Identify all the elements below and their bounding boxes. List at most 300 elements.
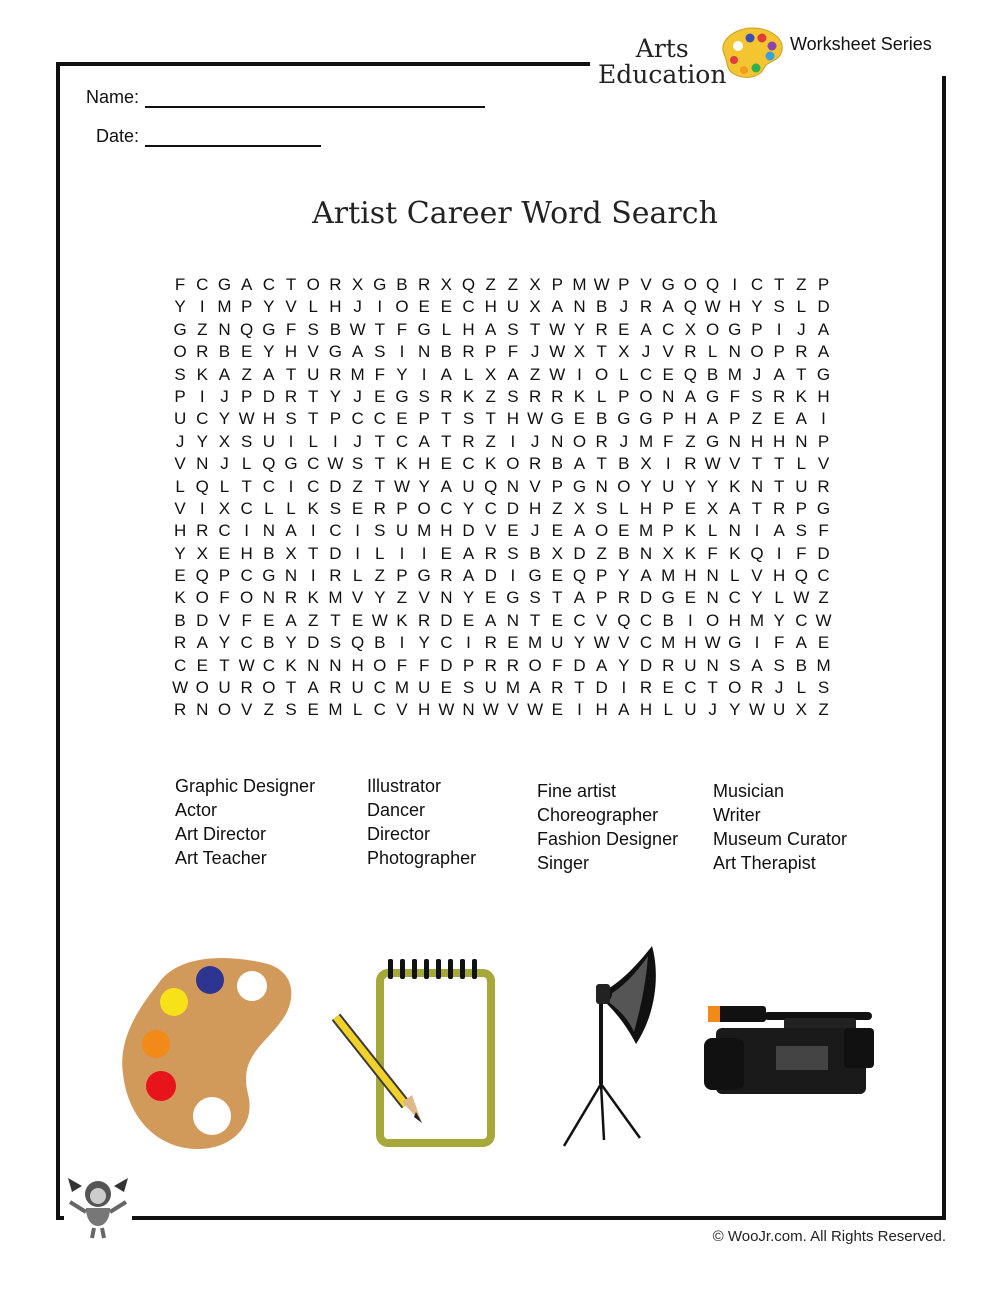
grid-letter[interactable]: Y <box>640 476 652 496</box>
grid-letter[interactable]: K <box>307 588 319 608</box>
grid-letter[interactable]: O <box>306 275 320 294</box>
grid-letter[interactable]: D <box>440 655 453 675</box>
grid-letter[interactable]: R <box>373 498 386 518</box>
grid-letter[interactable]: P <box>485 342 497 362</box>
grid-letter[interactable]: A <box>684 386 697 406</box>
grid-letter[interactable]: D <box>573 655 586 675</box>
grid-letter[interactable]: P <box>551 275 563 294</box>
grid-letter[interactable]: H <box>528 498 542 518</box>
grid-letter[interactable]: W <box>238 655 255 675</box>
grid-letter[interactable]: N <box>795 431 808 451</box>
grid-letter[interactable]: N <box>728 342 741 362</box>
grid-letter[interactable]: E <box>440 297 453 317</box>
grid-letter[interactable]: O <box>195 678 209 698</box>
grid-letter[interactable]: E <box>196 655 208 675</box>
grid-letter[interactable]: B <box>263 543 275 563</box>
grid-letter[interactable]: C <box>462 454 475 474</box>
grid-letter[interactable]: V <box>618 633 630 653</box>
grid-letter[interactable]: W <box>704 633 721 653</box>
grid-letter[interactable]: C <box>639 633 653 653</box>
grid-letter[interactable]: D <box>262 386 275 406</box>
grid-letter[interactable]: R <box>639 297 653 317</box>
grid-letter[interactable]: R <box>528 386 542 406</box>
grid-letter[interactable]: I <box>199 498 205 518</box>
grid-letter[interactable]: V <box>817 454 830 474</box>
grid-letter[interactable]: Z <box>507 275 519 294</box>
grid-letter[interactable]: O <box>173 342 187 362</box>
grid-letter[interactable]: A <box>573 454 586 474</box>
grid-letter[interactable]: R <box>329 364 342 384</box>
grid-letter[interactable]: A <box>573 521 586 541</box>
grid-letter[interactable]: P <box>174 386 186 406</box>
grid-letter[interactable]: B <box>329 319 342 339</box>
grid-letter[interactable]: O <box>417 498 431 518</box>
grid-letter[interactable]: V <box>595 610 608 630</box>
grid-letter[interactable]: N <box>196 700 209 720</box>
grid-letter[interactable]: A <box>529 678 541 698</box>
grid-letter[interactable]: N <box>573 297 586 317</box>
grid-letter[interactable]: Y <box>218 633 231 653</box>
grid-letter[interactable]: L <box>619 498 629 518</box>
grid-letter[interactable]: C <box>750 275 764 294</box>
grid-letter[interactable]: A <box>817 342 830 362</box>
grid-letter[interactable]: I <box>244 521 250 541</box>
grid-letter[interactable]: I <box>577 364 582 384</box>
grid-letter[interactable]: S <box>329 498 342 518</box>
grid-letter[interactable]: Q <box>572 566 587 586</box>
grid-letter[interactable]: E <box>396 409 408 429</box>
grid-letter[interactable]: J <box>774 678 784 698</box>
grid-letter[interactable]: X <box>485 364 497 384</box>
grid-letter[interactable]: M <box>394 678 410 698</box>
grid-letter[interactable]: U <box>262 431 275 451</box>
grid-letter[interactable]: F <box>729 386 740 406</box>
grid-letter[interactable]: A <box>618 700 630 720</box>
grid-letter[interactable]: F <box>396 655 408 675</box>
grid-letter[interactable]: R <box>284 588 298 608</box>
grid-letter[interactable]: Z <box>796 275 807 294</box>
grid-letter[interactable]: L <box>219 476 230 496</box>
grid-letter[interactable]: M <box>727 364 742 384</box>
grid-letter[interactable]: L <box>441 319 452 339</box>
grid-letter[interactable]: L <box>375 543 385 563</box>
grid-letter[interactable]: D <box>639 655 653 675</box>
grid-letter[interactable]: M <box>328 588 343 608</box>
grid-letter[interactable]: P <box>462 655 475 675</box>
grid-letter[interactable]: N <box>551 431 564 451</box>
grid-letter[interactable]: K <box>684 521 697 541</box>
grid-letter[interactable]: N <box>284 566 298 586</box>
grid-letter[interactable]: G <box>728 633 742 653</box>
grid-letter[interactable]: X <box>529 275 541 294</box>
grid-letter[interactable]: R <box>506 655 520 675</box>
grid-letter[interactable]: Y <box>218 409 231 429</box>
grid-letter[interactable]: G <box>705 431 720 451</box>
grid-letter[interactable]: G <box>661 275 675 294</box>
grid-letter[interactable]: I <box>621 678 627 698</box>
grid-letter[interactable]: A <box>773 521 785 541</box>
grid-letter[interactable]: A <box>795 633 808 653</box>
grid-letter[interactable]: C <box>240 633 253 653</box>
grid-letter[interactable]: P <box>817 431 830 451</box>
grid-letter[interactable]: T <box>374 431 385 451</box>
grid-letter[interactable]: S <box>729 655 741 675</box>
grid-letter[interactable]: R <box>662 655 675 675</box>
grid-letter[interactable]: R <box>795 342 808 362</box>
grid-letter[interactable]: X <box>684 319 697 339</box>
grid-letter[interactable]: P <box>729 409 741 429</box>
grid-letter[interactable]: S <box>773 655 785 675</box>
grid-letter[interactable]: K <box>729 543 741 563</box>
grid-letter[interactable]: R <box>484 543 497 563</box>
grid-letter[interactable]: G <box>262 566 276 586</box>
grid-letter[interactable]: I <box>355 521 360 541</box>
grid-letter[interactable]: E <box>551 610 563 630</box>
grid-letter[interactable]: I <box>821 409 826 429</box>
grid-letter[interactable]: I <box>288 476 294 496</box>
grid-letter[interactable]: Y <box>263 297 275 317</box>
grid-letter[interactable]: K <box>462 386 475 406</box>
grid-letter[interactable]: D <box>462 521 475 541</box>
grid-letter[interactable]: N <box>506 610 520 630</box>
grid-letter[interactable]: N <box>262 588 275 608</box>
grid-letter[interactable]: N <box>728 521 741 541</box>
grid-letter[interactable]: Z <box>529 364 541 384</box>
grid-letter[interactable]: U <box>307 364 320 384</box>
grid-letter[interactable]: A <box>462 543 475 563</box>
grid-letter[interactable]: V <box>174 498 186 518</box>
grid-letter[interactable]: Z <box>374 566 385 586</box>
grid-letter[interactable]: T <box>374 476 385 496</box>
grid-letter[interactable]: J <box>619 431 629 451</box>
grid-letter[interactable]: R <box>284 386 298 406</box>
grid-letter[interactable]: Y <box>396 364 408 384</box>
grid-letter[interactable]: E <box>773 409 785 429</box>
grid-letter[interactable]: R <box>617 588 630 608</box>
grid-letter[interactable]: B <box>263 633 275 653</box>
grid-letter[interactable]: E <box>485 588 497 608</box>
grid-letter[interactable]: A <box>440 364 453 384</box>
grid-letter[interactable]: X <box>640 454 652 474</box>
grid-letter[interactable]: J <box>530 342 540 362</box>
grid-letter[interactable]: A <box>240 275 253 294</box>
grid-letter[interactable]: I <box>577 700 582 720</box>
grid-letter[interactable]: C <box>329 521 342 541</box>
grid-letter[interactable]: O <box>373 655 387 675</box>
grid-letter[interactable]: L <box>619 364 629 384</box>
grid-letter[interactable]: C <box>440 498 453 518</box>
grid-letter[interactable]: N <box>706 655 719 675</box>
grid-letter[interactable]: J <box>175 431 185 451</box>
grid-letter[interactable]: C <box>795 610 808 630</box>
grid-letter[interactable]: L <box>596 386 607 406</box>
grid-letter[interactable]: O <box>217 700 232 720</box>
grid-letter[interactable]: T <box>285 678 297 698</box>
grid-letter[interactable]: Y <box>462 588 475 608</box>
grid-letter[interactable]: Q <box>262 454 276 474</box>
grid-letter[interactable]: M <box>572 275 587 294</box>
grid-letter[interactable]: C <box>662 319 675 339</box>
grid-letter[interactable]: C <box>351 409 364 429</box>
grid-letter[interactable]: R <box>196 521 209 541</box>
grid-letter[interactable]: B <box>618 543 630 563</box>
grid-letter[interactable]: D <box>329 543 342 563</box>
grid-letter[interactable]: W <box>393 476 410 496</box>
grid-letter[interactable]: T <box>308 386 319 406</box>
grid-letter[interactable]: O <box>728 678 742 698</box>
grid-letter[interactable]: B <box>795 655 808 675</box>
grid-letter[interactable]: D <box>506 498 520 518</box>
grid-letter[interactable]: F <box>285 319 297 339</box>
grid-letter[interactable]: C <box>262 275 275 294</box>
grid-letter[interactable]: B <box>374 633 386 653</box>
grid-letter[interactable]: E <box>573 409 586 429</box>
grid-letter[interactable]: N <box>329 655 342 675</box>
grid-letter[interactable]: J <box>752 364 762 384</box>
grid-letter[interactable]: Y <box>751 297 763 317</box>
grid-letter[interactable]: H <box>639 498 653 518</box>
grid-letter[interactable]: E <box>418 297 430 317</box>
grid-letter[interactable]: O <box>639 386 653 406</box>
grid-letter[interactable]: M <box>350 364 365 384</box>
grid-letter[interactable]: Q <box>794 566 808 586</box>
grid-letter[interactable]: Z <box>308 610 319 630</box>
grid-letter[interactable]: V <box>218 610 231 630</box>
grid-letter[interactable]: L <box>796 454 807 474</box>
grid-letter[interactable]: J <box>353 431 362 451</box>
grid-letter[interactable]: G <box>705 386 720 406</box>
grid-letter[interactable]: T <box>751 498 763 518</box>
grid-letter[interactable]: C <box>373 700 386 720</box>
grid-letter[interactable]: Q <box>461 275 476 294</box>
grid-letter[interactable]: X <box>529 297 541 317</box>
grid-letter[interactable]: T <box>285 364 297 384</box>
grid-letter[interactable]: T <box>441 409 452 429</box>
grid-letter[interactable]: C <box>262 476 275 496</box>
grid-letter[interactable]: A <box>418 431 430 451</box>
grid-letter[interactable]: W <box>549 319 566 339</box>
grid-letter[interactable]: Q <box>750 543 764 563</box>
grid-letter[interactable]: P <box>751 319 763 339</box>
grid-letter[interactable]: A <box>218 364 231 384</box>
grid-letter[interactable]: E <box>240 342 253 362</box>
grid-letter[interactable]: P <box>817 275 830 294</box>
grid-letter[interactable]: V <box>529 476 541 496</box>
grid-letter[interactable]: L <box>352 566 363 586</box>
grid-letter[interactable]: U <box>662 476 675 496</box>
grid-letter[interactable]: E <box>440 543 453 563</box>
grid-letter[interactable]: Y <box>706 476 719 496</box>
grid-letter[interactable]: C <box>462 297 475 317</box>
grid-letter[interactable]: Y <box>174 543 186 563</box>
grid-letter[interactable]: B <box>551 454 563 474</box>
grid-letter[interactable]: O <box>705 610 720 630</box>
grid-letter[interactable]: T <box>596 342 607 362</box>
grid-letter[interactable]: O <box>195 588 209 608</box>
grid-letter[interactable]: I <box>776 319 782 339</box>
grid-letter[interactable]: J <box>353 386 362 406</box>
grid-letter[interactable]: C <box>307 454 320 474</box>
grid-letter[interactable]: T <box>574 678 585 698</box>
grid-letter[interactable]: C <box>196 275 209 294</box>
grid-letter[interactable]: H <box>684 409 697 429</box>
grid-letter[interactable]: I <box>732 275 738 294</box>
grid-letter[interactable]: F <box>418 655 430 675</box>
grid-letter[interactable]: R <box>440 566 453 586</box>
grid-letter[interactable]: H <box>684 633 697 653</box>
name-line[interactable] <box>145 86 485 108</box>
grid-letter[interactable]: L <box>663 700 673 720</box>
grid-letter[interactable]: H <box>639 700 653 720</box>
grid-letter[interactable]: T <box>241 476 252 496</box>
grid-letter[interactable]: E <box>440 678 453 698</box>
grid-letter[interactable]: C <box>573 610 586 630</box>
grid-letter[interactable]: A <box>485 319 497 339</box>
grid-letter[interactable]: L <box>730 566 740 586</box>
grid-letter[interactable]: I <box>665 454 671 474</box>
grid-letter[interactable]: I <box>510 431 516 451</box>
grid-letter[interactable]: Z <box>596 543 607 563</box>
grid-letter[interactable]: R <box>329 678 342 698</box>
grid-letter[interactable]: T <box>330 610 341 630</box>
grid-letter[interactable]: X <box>573 342 586 362</box>
grid-letter[interactable]: K <box>684 543 697 563</box>
grid-letter[interactable]: G <box>661 588 675 608</box>
grid-letter[interactable]: E <box>684 498 697 518</box>
grid-letter[interactable]: H <box>173 521 187 541</box>
grid-letter[interactable]: F <box>796 543 807 563</box>
grid-letter[interactable]: P <box>240 386 253 406</box>
grid-letter[interactable]: R <box>484 655 497 675</box>
grid-letter[interactable]: N <box>418 342 431 362</box>
grid-letter[interactable]: D <box>196 610 209 630</box>
grid-letter[interactable]: M <box>505 678 520 698</box>
grid-letter[interactable]: S <box>462 409 475 429</box>
grid-letter[interactable]: A <box>773 364 785 384</box>
grid-letter[interactable]: S <box>174 364 186 384</box>
grid-letter[interactable]: G <box>506 588 520 608</box>
grid-letter[interactable]: N <box>706 588 719 608</box>
grid-letter[interactable]: K <box>396 610 408 630</box>
grid-letter[interactable]: H <box>728 610 741 630</box>
grid-letter[interactable]: Y <box>174 297 186 317</box>
grid-letter[interactable]: H <box>773 431 786 451</box>
grid-letter[interactable]: O <box>506 454 520 474</box>
grid-letter[interactable]: K <box>196 364 208 384</box>
grid-letter[interactable]: P <box>618 275 630 294</box>
grid-letter[interactable]: H <box>329 297 342 317</box>
grid-letter[interactable]: X <box>218 431 231 451</box>
grid-letter[interactable]: B <box>174 610 186 630</box>
grid-letter[interactable]: G <box>528 566 542 586</box>
grid-letter[interactable]: T <box>374 319 385 339</box>
grid-letter[interactable]: V <box>307 342 319 362</box>
grid-letter[interactable]: R <box>551 678 564 698</box>
grid-letter[interactable]: P <box>240 297 253 317</box>
grid-letter[interactable]: V <box>285 297 297 317</box>
grid-letter[interactable]: H <box>484 297 497 317</box>
grid-letter[interactable]: Z <box>485 275 496 294</box>
grid-letter[interactable]: E <box>174 566 186 586</box>
grid-letter[interactable]: W <box>549 364 566 384</box>
grid-letter[interactable]: C <box>262 655 275 675</box>
grid-letter[interactable]: A <box>795 409 808 429</box>
grid-letter[interactable]: I <box>421 543 427 563</box>
grid-letter[interactable]: G <box>173 319 187 339</box>
grid-letter[interactable]: R <box>329 275 342 294</box>
grid-letter[interactable]: C <box>440 633 453 653</box>
grid-letter[interactable]: L <box>463 364 474 384</box>
grid-letter[interactable]: N <box>307 655 320 675</box>
grid-letter[interactable]: Q <box>195 476 209 496</box>
grid-letter[interactable]: T <box>529 610 541 630</box>
grid-letter[interactable]: R <box>329 566 342 586</box>
grid-letter[interactable]: C <box>639 610 653 630</box>
grid-letter[interactable]: I <box>754 633 760 653</box>
grid-letter[interactable]: F <box>396 319 408 339</box>
grid-letter[interactable]: R <box>462 342 475 362</box>
grid-letter[interactable]: E <box>351 498 364 518</box>
grid-letter[interactable]: P <box>329 409 342 429</box>
grid-letter[interactable]: P <box>595 588 608 608</box>
grid-letter[interactable]: R <box>595 431 608 451</box>
grid-letter[interactable]: X <box>196 543 208 563</box>
grid-letter[interactable]: C <box>373 409 386 429</box>
grid-letter[interactable]: X <box>795 700 808 720</box>
grid-letter[interactable]: S <box>795 521 808 541</box>
grid-letter[interactable]: T <box>374 454 385 474</box>
grid-letter[interactable]: Z <box>685 431 696 451</box>
grid-letter[interactable]: W <box>238 409 255 429</box>
grid-letter[interactable]: A <box>351 342 364 362</box>
grid-letter[interactable]: K <box>396 454 408 474</box>
grid-letter[interactable]: X <box>662 543 674 563</box>
grid-letter[interactable]: C <box>373 678 386 698</box>
grid-letter[interactable]: H <box>595 700 608 720</box>
grid-letter[interactable]: D <box>329 476 342 496</box>
grid-letter[interactable]: S <box>285 700 297 720</box>
grid-letter[interactable]: N <box>750 476 764 496</box>
grid-letter[interactable]: O <box>683 275 698 294</box>
grid-letter[interactable]: V <box>396 700 408 720</box>
grid-letter[interactable]: H <box>440 521 453 541</box>
grid-letter[interactable]: Y <box>773 610 785 630</box>
grid-letter[interactable]: F <box>552 655 563 675</box>
grid-letter[interactable]: E <box>218 543 231 563</box>
grid-letter[interactable]: R <box>418 275 431 294</box>
grid-letter[interactable]: P <box>662 498 674 518</box>
grid-letter[interactable]: P <box>551 476 563 496</box>
grid-letter[interactable]: G <box>284 454 298 474</box>
grid-letter[interactable]: T <box>308 409 319 429</box>
grid-letter[interactable]: C <box>173 655 187 675</box>
grid-letter[interactable]: S <box>374 342 386 362</box>
grid-letter[interactable]: M <box>661 633 676 653</box>
grid-letter[interactable]: L <box>264 498 274 518</box>
grid-letter[interactable]: L <box>175 476 185 496</box>
grid-letter[interactable]: F <box>818 521 829 541</box>
grid-letter[interactable]: O <box>750 342 764 362</box>
grid-letter[interactable]: N <box>440 588 453 608</box>
grid-letter[interactable]: A <box>751 655 763 675</box>
grid-letter[interactable]: Y <box>329 386 342 406</box>
grid-letter[interactable]: B <box>595 297 608 317</box>
grid-letter[interactable]: I <box>288 431 294 451</box>
grid-letter[interactable]: S <box>285 409 297 429</box>
grid-letter[interactable]: D <box>573 543 586 563</box>
grid-letter[interactable]: E <box>307 700 319 720</box>
grid-letter[interactable]: U <box>684 700 697 720</box>
